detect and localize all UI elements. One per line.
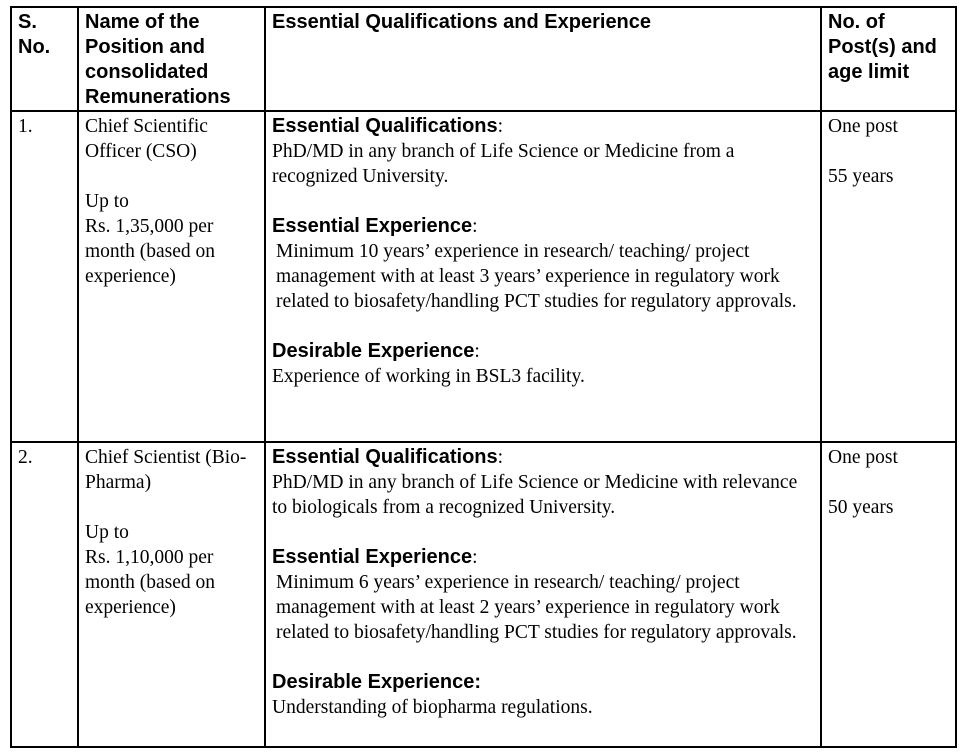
eq-heading: Essential Qualifications	[272, 446, 498, 468]
ee-colon: :	[472, 547, 478, 568]
header-row	[11, 7, 956, 111]
row-qualifications-cell	[265, 111, 821, 442]
de-text: Experience of working in BSL3 facility.	[272, 366, 585, 387]
row-position-cell	[78, 111, 265, 442]
eq-text: PhD/MD in any branch of Life Science or Medicine from a recognized University.	[272, 141, 735, 187]
de-heading: Desirable Experience	[272, 340, 475, 362]
positions-table	[10, 6, 957, 748]
posts-count: One post	[828, 116, 898, 137]
de-text: Understanding of biopharma regulations.	[272, 697, 593, 718]
pay-label: Up to	[85, 191, 129, 212]
posts-count: One post	[828, 447, 898, 468]
position-title: Chief Scientific Officer (CSO)	[85, 116, 208, 162]
row-position-cell	[78, 442, 265, 747]
header-position: Name of the Position and consolidated Remunerations	[78, 7, 265, 111]
ee-text: Minimum 6 years’ experience in research/ teaching/ project management with at least 2 years’ experience in regulatory work related to biosafety/handling PCT studies for regulatory approvals.	[276, 572, 797, 643]
position-title: Chief Scientist (Bio-Pharma)	[85, 447, 247, 493]
age-limit: 55 years	[828, 166, 894, 187]
ee-text: Minimum 10 years’ experience in research/ teaching/ project management with at least 3 years’ experience in regulatory work related to biosafety/handling PCT studies for regulatory approvals.	[276, 241, 797, 312]
row-posts-cell	[821, 442, 956, 747]
age-limit: 50 years	[828, 497, 894, 518]
header-qualifications: Essential Qualifications and Experience	[265, 7, 821, 111]
eq-colon: :	[497, 447, 504, 468]
ee-colon: :	[472, 216, 478, 237]
table-row	[11, 442, 956, 747]
ee-heading: Essential Experience	[272, 215, 473, 237]
eq-text: PhD/MD in any branch of Life Science or Medicine with relevance to biologicals from a recognized University.	[272, 472, 798, 518]
eq-heading: Essential Qualifications	[272, 115, 498, 137]
table-row	[11, 111, 956, 442]
pay-amount: Rs. 1,35,000 per month (based on experience)	[85, 216, 215, 287]
row-sno: 1.	[11, 111, 78, 442]
de-heading: Desirable Experience:	[272, 671, 481, 693]
header-sno: S. No.	[11, 7, 78, 111]
header-posts: No. of Post(s) and age limit	[821, 7, 956, 111]
row-posts-cell	[821, 111, 956, 442]
row-qualifications-cell	[265, 442, 821, 747]
eq-colon: :	[497, 116, 504, 137]
pay-label: Up to	[85, 522, 129, 543]
pay-amount: Rs. 1,10,000 per month (based on experience)	[85, 547, 215, 618]
ee-heading: Essential Experience	[272, 546, 473, 568]
de-colon: :	[474, 341, 480, 362]
row-sno: 2.	[11, 442, 78, 747]
